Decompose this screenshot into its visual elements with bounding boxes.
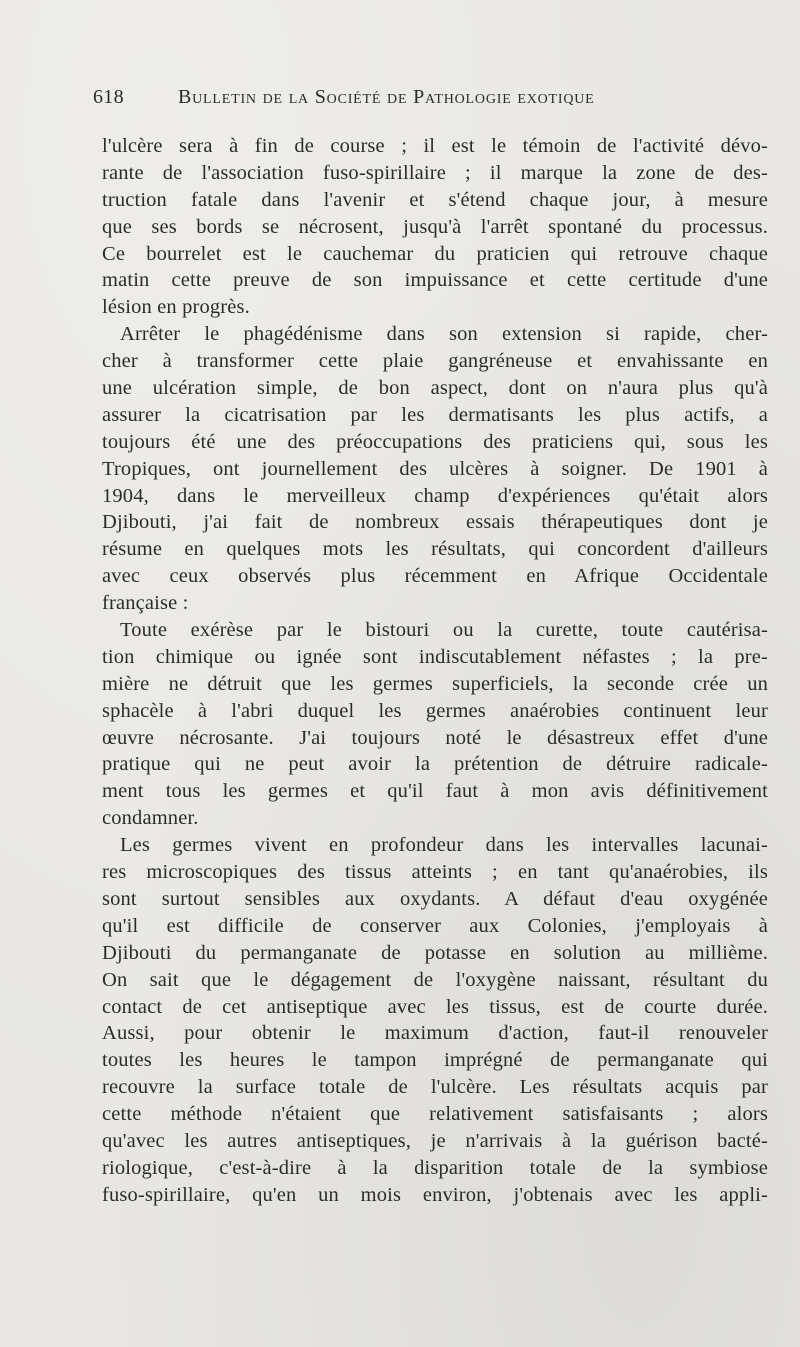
text-line: recouvre la surface totale de l'ulcère. Les résultats acquis par: [102, 1076, 768, 1099]
text-line: assurer la cicatrisation par les dermatisants les plus actifs, a: [102, 403, 768, 426]
text-line: contact de cet antiseptique avec les tissus, est de courte durée.: [102, 995, 768, 1018]
text-line: qu'il est difficile de conserver aux Colonies, j'employais à: [102, 914, 768, 937]
text-line: qu'avec les autres antiseptiques, je n'arrivais à la guérison bacté-: [102, 1129, 768, 1152]
text-line: Tropiques, ont journellement des ulcères à soigner. De 1901 à: [102, 457, 768, 480]
text-line: Ce bourrelet est le cauchemar du praticien qui retrouve chaque: [102, 242, 768, 265]
text-line: cher à transformer cette plaie gangréneuse et envahissante en: [102, 350, 768, 373]
text-line: res microscopiques des tissus atteints ; en tant qu'anaérobies, ils: [102, 861, 768, 884]
text-line: une ulcération simple, de bon aspect, dont on n'aura plus qu'à: [102, 377, 768, 400]
text-line: rante de l'association fuso-spirillaire ; il marque la zone de des-: [102, 161, 768, 184]
text-line: œuvre nécrosante. J'ai toujours noté le désastreux effet d'une: [102, 726, 768, 749]
text-line: pratique qui ne peut avoir la prétention de détruire radicale-: [102, 753, 768, 776]
text-line: tion chimique ou ignée sont indiscutablement néfastes ; la pre-: [102, 645, 768, 668]
text-line: résume en quelques mots les résultats, qui concordent d'ailleurs: [102, 538, 768, 561]
text-line: Les germes vivent en profondeur dans les intervalles lacunai-: [120, 834, 768, 857]
page-header: [93, 86, 653, 116]
text-line: toujours été une des préoccupations des praticiens qui, sous les: [102, 430, 768, 453]
text-line: sont surtout sensibles aux oxydants. A défaut d'eau oxygénée: [102, 887, 768, 910]
text-line: lésion en progrès.: [102, 296, 250, 319]
text-line: truction fatale dans l'avenir et s'étend chaque jour, à mesure: [102, 188, 768, 211]
text-line: riologique, c'est-à-dire à la disparition totale de la symbiose: [102, 1156, 768, 1179]
body-text: [102, 133, 768, 1209]
text-line: que ses bords se nécrosent, jusqu'à l'arrêt spontané du processus.: [102, 215, 768, 238]
text-line: fuso-spirillaire, qu'en un mois environ, j'obtenais avec les appli-: [102, 1183, 768, 1206]
text-line: Djibouti du permanganate de potasse en solution au millième.: [102, 941, 768, 964]
text-line: toutes les heures le tampon imprégné de permanganate qui: [102, 1049, 768, 1072]
text-line: mière ne détruit que les germes superficiels, la seconde crée un: [102, 672, 768, 695]
text-line: française :: [102, 592, 189, 615]
text-line: Djibouti, j'ai fait de nombreux essais thérapeutiques dont je: [102, 511, 768, 534]
text-line: ment tous les germes et qu'il faut à mon avis définitivement: [102, 780, 768, 803]
text-line: l'ulcère sera à fin de course ; il est le témoin de l'activité dévo-: [102, 135, 768, 157]
text-line: Aussi, pour obtenir le maximum d'action, faut-il renouveler: [102, 1022, 768, 1045]
text-line: Arrêter le phagédénisme dans son extension si rapide, cher-: [120, 323, 768, 346]
text-line: On sait que le dégagement de l'oxygène naissant, résultant du: [102, 968, 768, 991]
text-line: 1904, dans le merveilleux champ d'expériences qu'était alors: [102, 484, 768, 507]
text-line: Toute exérèse par le bistouri ou la curette, toute cautérisa-: [120, 619, 768, 642]
page-number: 618: [93, 86, 124, 108]
text-line: condamner.: [102, 807, 199, 830]
running-title: Bulletin de la Société de Pathologie exotique: [178, 86, 595, 108]
text-line: matin cette preuve de son impuissance et cette certitude d'une: [102, 269, 768, 292]
text-line: cette méthode n'étaient que relativement satisfaisants ; alors: [102, 1103, 768, 1126]
text-line: sphacèle à l'abri duquel les germes anaérobies continuent leur: [102, 699, 768, 722]
text-line: avec ceux observés plus récemment en Afrique Occidentale: [102, 565, 768, 588]
